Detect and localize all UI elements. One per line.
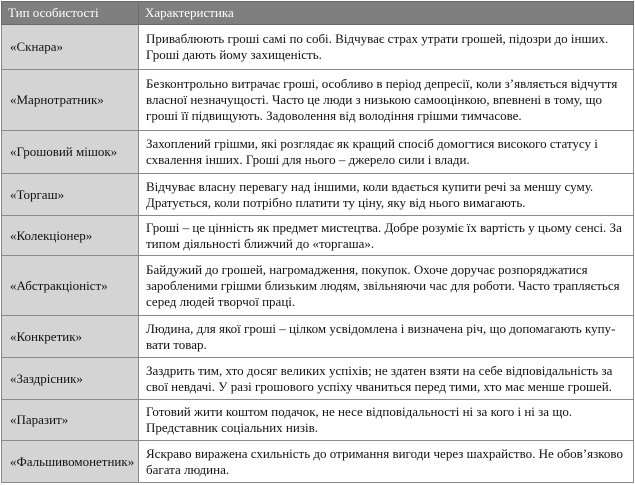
table-row [2,400,634,441]
type-cell: «Марнотратник» [2,70,139,131]
header-row [2,2,634,25]
header-type: Тип особистості [2,2,139,25]
description-cell: Заздрить тим, хто досяг великих успіхів; не здатен взяти на себе відповідальність за свої невдачі. У разі грошового успіху чваниться перед тими, хто має менше грошей. [139,358,634,400]
table-row [2,316,634,358]
table-row [2,256,634,316]
table-row [2,216,634,256]
type-cell: «Заздрісник» [2,358,139,400]
description-cell: Байдужий до грошей, нагромадження, покупок. Охоче доручає розпоряджатися заробленими грішми близьким людям, звільняючи час для роботи. Часто трапляється серед людей творчої праці. [139,256,634,316]
type-cell: «Фальшивомонетник» [2,441,139,483]
description-cell: Безконтрольно витрачає гроші, особливо в період депресії, коли з’являється відчуття власної незначущості. Часто це люди з низькою самооцінкою, впевнені в тому, що гроші її підвищують. Задоволення від володіння грішми тимчасове. [139,70,634,131]
type-cell: «Скнара» [2,25,139,70]
description-cell: Гроші – це цінність як предмет мистецтва. Добре розуміє їх вартість у цьому сенсі. За типом діяльності ближчий до «торгаша». [139,216,634,256]
table-row [2,70,634,131]
description-cell: Людина, для якої гроші – цілком усвідомлена і визначена річ, що допомагають купувати товар. [139,316,634,358]
table-row [2,358,634,400]
type-cell: «Торгаш» [2,174,139,216]
table-body [2,25,634,483]
personality-types-table [1,1,634,483]
type-cell: «Абстракціоніст» [2,256,139,316]
description-cell: Захоплений грішми, які розглядає як кращий спосіб домогтися високого статусу і схвалення інших. Гроші для нього – джерело сили і влади. [139,131,634,174]
description-cell: Приваблюють гроші самі по собі. Відчуває страх утрати грошей, підозри до інших. Гроші дають йому захищеність. [139,25,634,70]
table-row [2,131,634,174]
description-cell: Готовий жити коштом подачок, не несе відповідальності ні за кого і ні за що. Представник соціальних низів. [139,400,634,441]
type-cell: «Колекціонер» [2,216,139,256]
table-row [2,441,634,483]
type-cell: «Конкретик» [2,316,139,358]
type-cell: «Паразит» [2,400,139,441]
table-row [2,174,634,216]
table-header [2,2,634,25]
header-characteristic: Характеристика [139,2,634,25]
description-cell: Яскраво виражена схильність до отримання вигоди через шахрайство. Не обов’язково багата людина. [139,441,634,483]
description-cell: Відчуває власну перевагу над іншими, коли вдається купити речі за меншу суму. Дратується, коли потрібно платити ту ціну, яку від нього вимагають. [139,174,634,216]
table-row [2,25,634,70]
type-cell: «Грошовий мішок» [2,131,139,174]
